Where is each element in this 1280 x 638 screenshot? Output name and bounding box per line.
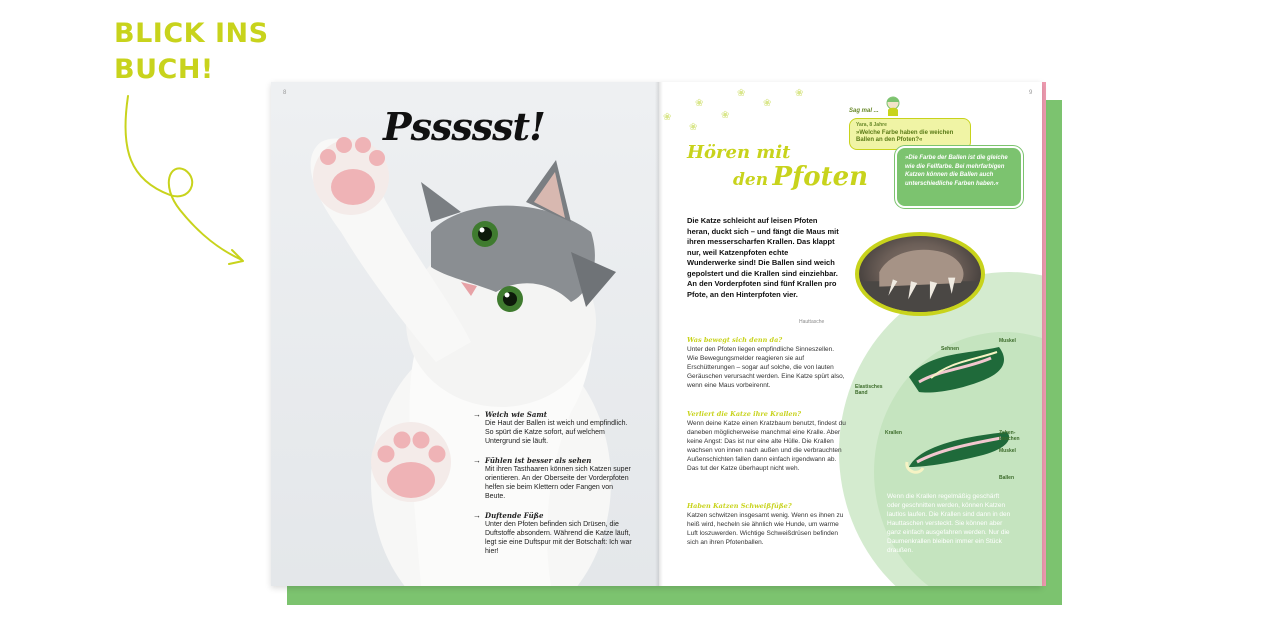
question-text: »Welche Farbe haben die weichen Ballen an den Pfoten?« <box>856 129 954 143</box>
page-title: Pssssst! <box>383 104 545 149</box>
ask-label: Sag mal ... <box>849 108 879 114</box>
answer-bubble <box>895 146 1023 208</box>
section-1 <box>687 336 847 390</box>
page-number-right: 9 <box>1029 90 1033 96</box>
paw-prints-decoration <box>659 82 859 142</box>
diagram-label-elastisches-band: Elastisches Band <box>855 384 883 396</box>
tip-title: Duftende Füße <box>485 511 544 520</box>
heading-word-den: den <box>733 170 769 190</box>
asker-name: Yara, 8 Jahre <box>856 122 887 128</box>
tip-2 <box>473 456 635 501</box>
section-title: Was bewegt sich denn da? <box>687 336 783 344</box>
right-page <box>659 82 1042 586</box>
left-page <box>271 82 659 586</box>
arrow-right-icon: → <box>473 456 481 465</box>
diagram-label-muskel: Muskel <box>999 338 1016 344</box>
paw-print-icon: ❀ <box>689 122 698 133</box>
diagram-label-ballen: Ballen <box>999 475 1015 481</box>
page-number-left: 8 <box>283 90 287 96</box>
tip-text: Mit ihren Tasthaaren können sich Katzen super orientieren. An der Oberseite der Vorderpfoten helfen sie beim Klettern oder Fangen von Beute. <box>485 466 631 500</box>
diagram-label-sehnen: Sehnen <box>941 346 960 352</box>
paw-print-icon: ❀ <box>663 112 672 123</box>
tip-title: Weich wie Samt <box>485 410 547 419</box>
section-title: Haben Katzen Schweißfüße? <box>687 502 792 510</box>
arrow-right-icon: → <box>473 511 481 520</box>
tip-text: Die Haut der Ballen ist weich und empfindlich. So spürt die Katze sofort, auf welchem Untergrund sie läuft. <box>485 420 628 445</box>
curly-arrow-icon <box>110 90 260 280</box>
intro-text: Die Katze schleicht auf leisen Pfoten heran, duckt sich – und fängt die Maus mit ihren messerscharfen Krallen. Das klappt nur, weil Katzenpfoten echte Wunderwerke sind! Die Ballen sind weich gepolstert und die Krallen sind einziehbar. An den Vorderpfoten sind fünf Krallen pro Pfote, an den Hinterpfoten vier. <box>687 216 839 299</box>
paw-print-icon: ❀ <box>763 98 772 109</box>
section-text: Wenn deine Katze einen Kratzbaum benutzt, findest du daneben möglicherweise manchmal eine Kralle. Aber keine Angst: Das ist nur eine alte Hülle. Die Krallen wachsen von innen nach außen und die verbrauchten Außenschichten fallen dann einfach irgendwann ab. Das tut der Katze überhaupt nicht weh. <box>687 420 846 472</box>
diagram-label-muskel-2: Muskel <box>999 448 1016 454</box>
claw-photo-illustration <box>859 236 981 312</box>
section-3 <box>687 502 847 547</box>
paw-print-icon: ❀ <box>737 88 746 99</box>
hauttasche-label: Hauttasche <box>799 319 825 325</box>
book-spread <box>271 82 1042 586</box>
section-2 <box>687 410 847 473</box>
headline-line-2: BUCH! <box>114 54 214 85</box>
paw-print-icon: ❀ <box>695 98 704 109</box>
tip-text: Unter den Pfoten befinden sich Drüsen, die Duftstoffe absondern. Während die Katze läuft, legt sie eine Duftspur mit der Botschaft: Ich war hier! <box>485 521 632 555</box>
tip-1 <box>473 410 635 446</box>
heading-word-pfoten: Pfoten <box>772 162 869 192</box>
paw-anatomy-diagram <box>879 332 1039 492</box>
tip-title: Fühlen ist besser als sehen <box>485 456 592 465</box>
heading-line-2 <box>733 162 868 192</box>
diagram-label-krallen: Krallen <box>885 430 902 436</box>
paw-print-icon: ❀ <box>721 110 730 121</box>
headline-line-1: BLICK INS <box>114 18 269 49</box>
section-text: Unter den Pfoten liegen empfindliche Sinneszellen. Wie Bewegungsmelder reagieren sie auf Erschütterungen – sogar auf solche, die von lauten Geräuschen verursacht werden. Eine Katze spürt also, wenn eine Maus vorbeirennt. <box>687 346 845 389</box>
diagram-label-zehenknochen: Zehen-knochen <box>999 430 1020 442</box>
book-fold <box>655 82 663 586</box>
section-text: Katzen schwitzen insgesamt wenig. Wenn es ihnen zu heiß wird, hecheln sie ähnlich wie Hunde, um warme Luft loszuwerden. Wichtige Schweißdrüsen befinden sich an ihren Pfotenballen. <box>687 512 844 546</box>
headline <box>114 16 269 88</box>
child-avatar-icon <box>885 96 901 116</box>
heading-line-1: Hören mit <box>687 142 791 163</box>
claw-photo <box>855 232 985 316</box>
paw-print-icon: ❀ <box>795 88 804 99</box>
answer-text: »Die Farbe der Ballen ist die gleiche wie die Fellfarbe. Bei mehrfarbigen Katzen können die Ballen auch unterschiedliche Farben haben.« <box>905 155 1008 187</box>
claw-text: Wenn die Krallen regelmäßig geschärft oder geschnitten werden, können Katzen lautlos laufen. Die Krallen sind dann in den Hauttaschen versteckt. Sie können aber ganz einfach ausgefahren werden. Nur die Daumenkrallen bleiben immer ein Stück draußen. <box>887 493 1011 554</box>
section-title: Verliert die Katze ihre Krallen? <box>687 410 802 418</box>
arrow-right-icon: → <box>473 410 481 419</box>
tip-3 <box>473 511 635 556</box>
